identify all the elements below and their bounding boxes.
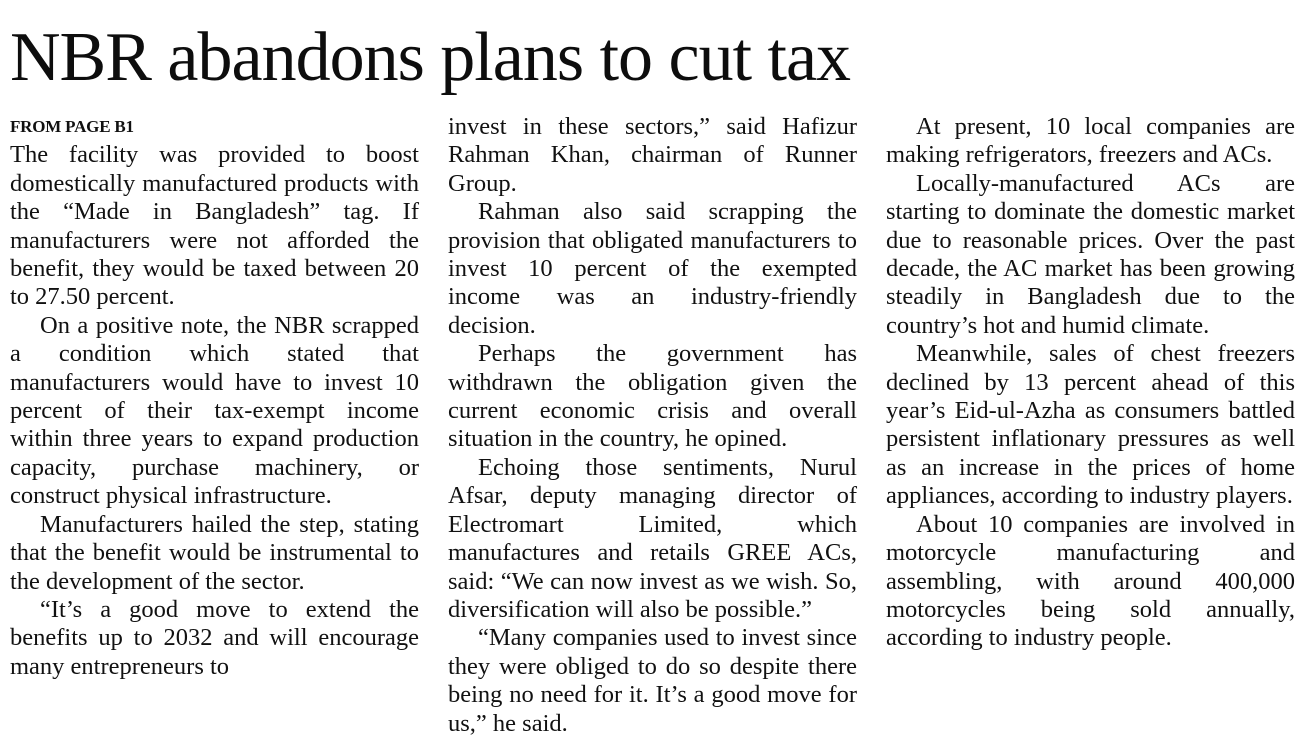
article-column-1 (10, 113, 419, 681)
paragraph: invest in these sectors,” said Hafizur Rahman Khan, chairman of Runner Group. (448, 113, 857, 197)
paragraph: Rahman also said scrapping the provision that obligated manufacturers to invest 10 percent of the exempted income was an industry-friendly decision. (448, 198, 857, 339)
paragraph: Echoing those sentiments, Nurul Afsar, deputy managing director of Electromart Limited, which manufactures and retails GREE ACs, said: “We can now invest as we wish. So, diversification will also be possible.” (448, 453, 857, 623)
paragraph: Perhaps the government has withdrawn the obligation given the current economic crisis and overall situation in the country, he opined. (448, 340, 857, 453)
paragraph: On a positive note, the NBR scrapped a condition which stated that manufacturers would have to invest 10 percent of their tax-exempt income within three years to expand production capacity, purchase machinery, or construct physical infrastructure. (10, 311, 419, 510)
paragraph: About 10 companies are involved in motorcycle manufacturing and assembling, with around 400,000 motorcycles being sold annually, according to industry people. (886, 510, 1295, 652)
jump-label: FROM PAGE B1 (10, 117, 134, 136)
article-column-2 (448, 113, 857, 738)
paragraph: The facility was provided to boost domestically manufactured products with the “Made in Bangladesh” tag. If manufacturers were not afforded the benefit, they would be taxed between 20 to 27.50 percent. (10, 141, 419, 311)
paragraph: “Many companies used to invest since they were obliged to do so despite there being no need for it. It’s a good move for us,” he said. (448, 624, 857, 737)
paragraph: “It’s a good move to extend the benefits up to 2032 and will encourage many entrepreneurs to (10, 595, 419, 680)
headline: NBR abandons plans to cut tax (10, 19, 851, 96)
paragraph: Locally-manufactured ACs are starting to dominate the domestic market due to reasonable prices. Over the past decade, the AC market has been growing steadily in Bangladesh due to the country’s hot and humid climate. (886, 169, 1295, 339)
paragraph: Meanwhile, sales of chest freezers declined by 13 percent ahead of this year’s Eid-ul-Azha as consumers battled persistent inflationary pressures as well as an increase in the prices of home appliances, according to industry players. (886, 340, 1295, 510)
paragraph: Manufacturers hailed the step, stating that the benefit would be instrumental to the development of the sector. (10, 510, 419, 595)
paragraph: At present, 10 local companies are making refrigerators, freezers and ACs. (886, 113, 1295, 169)
article-column-3 (886, 113, 1295, 653)
